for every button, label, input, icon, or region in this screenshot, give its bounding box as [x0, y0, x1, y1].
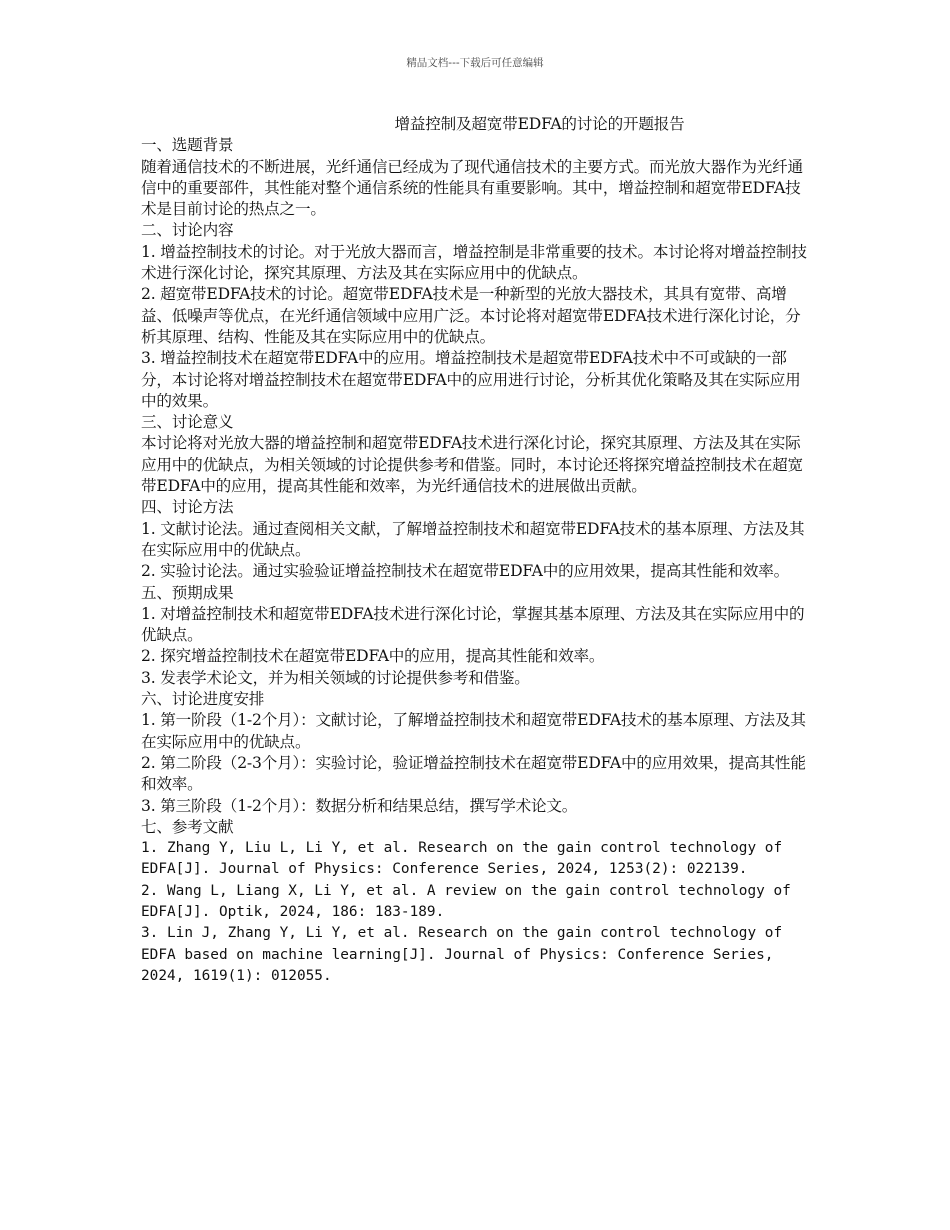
list-item: 2. 超宽带EDFA技术的讨论。超宽带EDFA技术是一种新型的光放大器技术，其具有宽带、高增益、低噪声等优点，在光纤通信领域中应用广泛。本讨论将对超宽带EDFA技术进行深化讨论，分析其原理、结构、性能及其在实际应用中的优缺点。	[141, 285, 801, 346]
page-header: 精品文档---下载后可任意编辑	[406, 57, 544, 69]
reference-item: 1. Zhang Y, Liu L, Li Y, et al. Research on the gain control technology of EDFA[J]. Journal of Physics: Conference Series, 2024, 1253(2): 022139.	[141, 840, 791, 878]
document-body	[141, 114, 813, 987]
section-methods	[141, 497, 813, 582]
paragraph: 随着通信技术的不断进展，光纤通信已经成为了现代通信技术的主要方式。而光放大器作为光纤通信中的重要部件，其性能对整个通信系统的性能具有重要影响。其中，增益控制和超宽带EDFA技术是目前讨论的热点之一。	[141, 157, 803, 219]
section-heading: 四、讨论方法	[141, 498, 234, 517]
list-item: 2. 实验讨论法。通过实验验证增益控制技术在超宽带EDFA中的应用效果，提高其性能和效率。	[141, 562, 790, 581]
list-item: 3. 发表学术论文，并为相关领域的讨论提供参考和借鉴。	[141, 668, 530, 687]
list-item: 1. 对增益控制技术和超宽带EDFA技术进行深化讨论，掌握其基本原理、方法及其在实际应用中的优缺点。	[141, 604, 805, 645]
section-heading: 三、讨论意义	[141, 413, 234, 432]
list-item: 3. 第三阶段（1-2个月）：数据分析和结果总结，撰写学术论文。	[141, 796, 578, 815]
reference-list	[141, 838, 813, 987]
section-heading: 五、预期成果	[141, 583, 234, 602]
reference-item: 3. Lin J, Zhang Y, Li Y, et al. Research on the gain control technology of EDFA based on machine learning[J]. Journal of Physics: Conference Series, 2024, 1619(1): 012055.	[141, 925, 791, 984]
section-heading: 一、选题背景	[141, 136, 234, 155]
section-outcomes	[141, 583, 813, 689]
section-heading: 六、讨论进度安排	[141, 690, 265, 709]
list-item: 3. 增益控制技术在超宽带EDFA中的应用。增益控制技术是超宽带EDFA技术中不可或缺的一部分，本讨论将对增益控制技术在超宽带EDFA中的应用进行讨论，分析其优化策略及其在实际应用中的效果。	[141, 349, 801, 410]
section-significance	[141, 412, 813, 497]
list-item: 1. 增益控制技术的讨论。对于光放大器而言，增益控制是非常重要的技术。本讨论将对增益控制技术进行深化讨论，探究其原理、方法及其在实际应用中的优缺点。	[141, 242, 807, 283]
document-title: 增益控制及超宽带EDFA的讨论的开题报告	[394, 115, 685, 133]
list-item: 2. 第二阶段（2-3个月）：实验讨论，验证增益控制技术在超宽带EDFA中的应用效果，提高其性能和效率。	[141, 753, 806, 794]
section-heading: 二、讨论内容	[141, 221, 234, 240]
section-content	[141, 220, 813, 412]
section-schedule	[141, 689, 813, 817]
section-background	[141, 135, 813, 220]
list-item: 2. 探究增益控制技术在超宽带EDFA中的应用，提高其性能和效率。	[141, 647, 605, 666]
section-heading: 七、参考文献	[141, 817, 234, 836]
section-references	[141, 817, 813, 987]
reference-item: 2. Wang L, Liang X, Li Y, et al. A review on the gain control technology of EDFA[J]. Optik, 2024, 186: 183-189.	[141, 882, 800, 920]
paragraph: 本讨论将对光放大器的增益控制和超宽带EDFA技术进行深化讨论，探究其原理、方法及其在实际应用中的优缺点，为相关领域的讨论提供参考和借鉴。同时，本讨论还将探究增益控制技术在超宽带EDFA中的应用，提高其性能和效率，为光纤通信技术的进展做出贡献。	[141, 434, 803, 496]
list-item: 1. 文献讨论法。通过查阅相关文献，了解增益控制技术和超宽带EDFA技术的基本原理、方法及其在实际应用中的优缺点。	[141, 519, 805, 559]
list-item: 1. 第一阶段（1-2个月）：文献讨论，了解增益控制技术和超宽带EDFA技术的基本原理、方法及其在实际应用中的优缺点。	[141, 711, 806, 751]
